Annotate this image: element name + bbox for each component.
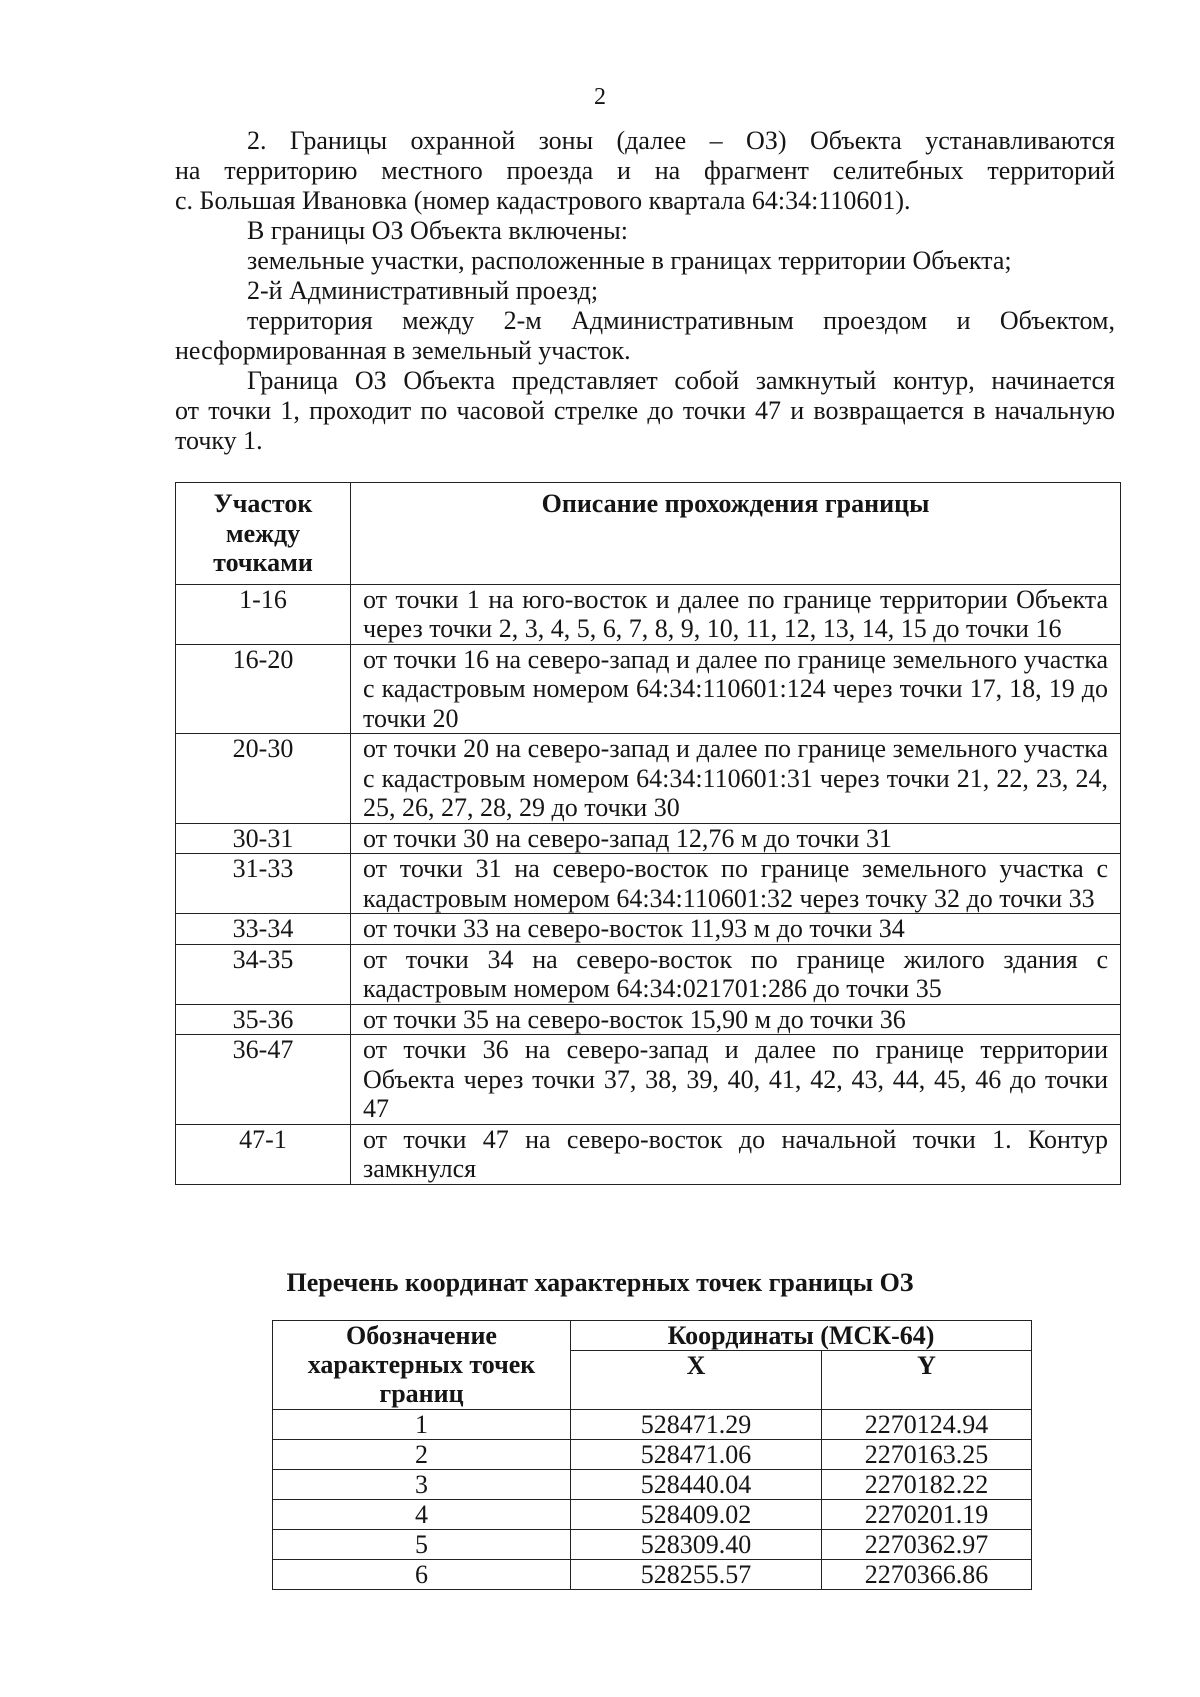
y-cell: 2270366.86	[822, 1560, 1032, 1590]
segment-cell: 31-33	[176, 854, 351, 914]
point-cell: 3	[273, 1470, 571, 1500]
segment-cell: 16-20	[176, 644, 351, 734]
segment-cell: 47-1	[176, 1124, 351, 1184]
table-row	[273, 1440, 1032, 1470]
table-row	[176, 854, 1121, 914]
coordinates-system-header: Координаты (МСК-64)	[571, 1321, 1032, 1351]
point-cell: 5	[273, 1530, 571, 1560]
description-cell: от точки 34 на северо-восток по границе жилого здания с кадастровым номером 64:34:021701:286 до точки 35	[351, 944, 1121, 1004]
table-row	[176, 914, 1121, 945]
paragraph-6-line-1: Граница ОЗ Объекта представляет собой замкнутый контур, начинается	[247, 366, 1115, 395]
page-number: 2	[594, 84, 606, 110]
description-cell: от точки 36 на северо-запад и далее по границе территории Объекта через точки 37, 38, 39, 40, 41, 42, 43, 44, 45, 46 до точки 47	[351, 1035, 1121, 1125]
coordinates-title: Перечень координат характерных точек границы ОЗ	[286, 1268, 914, 1297]
y-cell: 2270124.94	[822, 1410, 1032, 1440]
point-cell: 1	[273, 1410, 571, 1440]
paragraph-2: В границы ОЗ Объекта включены:	[247, 216, 628, 245]
y-cell: 2270163.25	[822, 1440, 1032, 1470]
point-cell: 2	[273, 1440, 571, 1470]
y-cell: 2270362.97	[822, 1530, 1032, 1560]
segment-cell: 20-30	[176, 734, 351, 824]
x-cell: 528471.06	[571, 1440, 822, 1470]
table-row	[176, 944, 1121, 1004]
description-cell: от точки 20 на северо-запад и далее по границе земельного участка с кадастровым номером 64:34:110601:31 через точки 21, 22, 23, 24, 25, 26, 27, 28, 29 до точки 30	[351, 734, 1121, 824]
description-header: Описание прохождения границы	[351, 483, 1121, 585]
x-cell: 528255.57	[571, 1560, 822, 1590]
paragraph-6-line-2: от точки 1, проходит по часовой стрелке до точки 47 и возвращается в начальную	[175, 396, 1115, 425]
paragraph-1-line-2: на территорию местного проезда и на фрагмент селитебных территорий	[175, 156, 1115, 185]
paragraph-1-line-3: с. Большая Ивановка (номер кадастрового квартала 64:34:110601).	[175, 186, 911, 215]
paragraph-3: земельные участки, расположенные в границах территории Объекта;	[247, 246, 1012, 275]
segment-cell: 34-35	[176, 944, 351, 1004]
paragraph-6-line-3: точку 1.	[175, 426, 263, 455]
table-row	[273, 1530, 1032, 1560]
y-cell: 2270182.22	[822, 1470, 1032, 1500]
description-cell: от точки 30 на северо-запад 12,76 м до точки 31	[351, 823, 1121, 854]
x-header: X	[571, 1351, 822, 1410]
segment-cell: 36-47	[176, 1035, 351, 1125]
description-cell: от точки 47 на северо-восток до начальной точки 1. Контур замкнулся	[351, 1124, 1121, 1184]
segment-cell: 33-34	[176, 914, 351, 945]
description-cell: от точки 33 на северо-восток 11,93 м до точки 34	[351, 914, 1121, 945]
point-cell: 4	[273, 1500, 571, 1530]
description-cell: от точки 1 на юго-восток и далее по границе территории Объекта через точки 2, 3, 4, 5, 6, 7, 8, 9, 10, 11, 12, 13, 14, 15 до точки 16	[351, 584, 1121, 644]
table-row	[273, 1470, 1032, 1500]
x-cell: 528440.04	[571, 1470, 822, 1500]
y-header: Y	[822, 1351, 1032, 1410]
description-cell: от точки 31 на северо-восток по границе земельного участка с кадастровым номером 64:34:110601:32 через точку 32 до точки 33	[351, 854, 1121, 914]
y-cell: 2270201.19	[822, 1500, 1032, 1530]
x-cell: 528471.29	[571, 1410, 822, 1440]
table-header-row	[176, 483, 1121, 585]
table-row	[273, 1560, 1032, 1590]
coordinates-table	[272, 1320, 1032, 1590]
table-row	[273, 1410, 1032, 1440]
paragraph-5-line-2: несформированная в земельный участок.	[175, 336, 631, 365]
description-cell: от точки 35 на северо-восток 15,90 м до точки 36	[351, 1004, 1121, 1035]
x-cell: 528409.02	[571, 1500, 822, 1530]
segment-cell: 35-36	[176, 1004, 351, 1035]
table-row	[176, 823, 1121, 854]
intro-text	[175, 126, 1115, 456]
table-row	[176, 1124, 1121, 1184]
segment-header: Участок между точками	[176, 483, 351, 585]
point-cell: 6	[273, 1560, 571, 1590]
table-row	[176, 1004, 1121, 1035]
table-row	[273, 1500, 1032, 1530]
segment-cell: 30-31	[176, 823, 351, 854]
boundary-description-table	[175, 482, 1121, 1185]
coords-header-row	[273, 1321, 1032, 1351]
table-row	[176, 734, 1121, 824]
table-row	[176, 1035, 1121, 1125]
paragraph-1-line-1: 2. Границы охранной зоны (далее – ОЗ) Объекта устанавливаются	[247, 126, 1115, 155]
point-designation-header: Обозначение характерных точек границ	[273, 1321, 571, 1410]
description-cell: от точки 16 на северо-запад и далее по границе земельного участка с кадастровым номером 64:34:110601:124 через точки 17, 18, 19 до точки 20	[351, 644, 1121, 734]
segment-cell: 1-16	[176, 584, 351, 644]
table-row	[176, 644, 1121, 734]
paragraph-5-line-1: территория между 2-м Административным проездом и Объектом,	[247, 306, 1115, 335]
table-row	[176, 584, 1121, 644]
paragraph-4: 2-й Административный проезд;	[247, 276, 599, 305]
x-cell: 528309.40	[571, 1530, 822, 1560]
